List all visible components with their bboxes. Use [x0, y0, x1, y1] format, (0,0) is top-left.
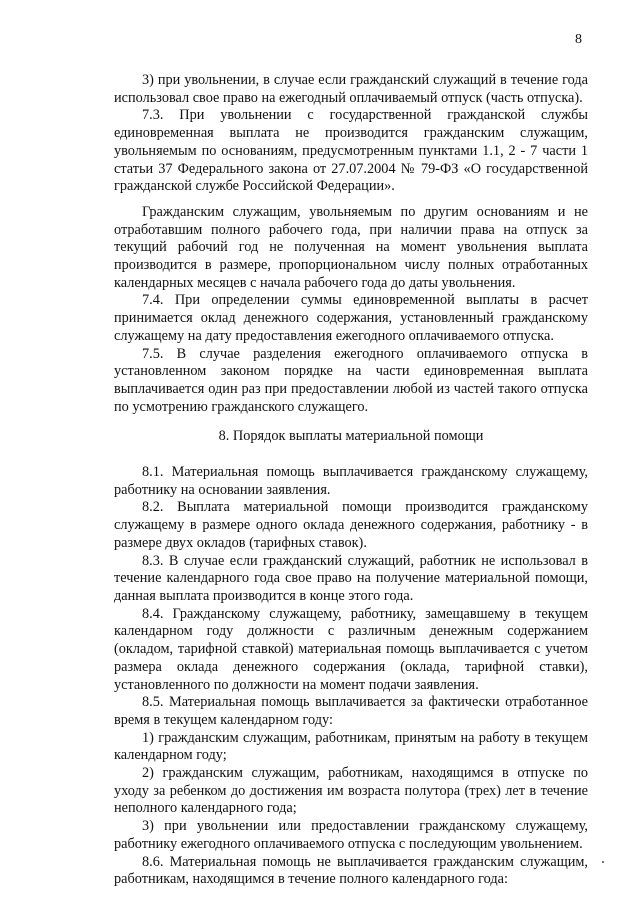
paragraph-7-3-continued: Гражданским служащим, увольняемым по другим основаниям и не отработавшим полного рабочего года, при наличии права на отпуск за текущий рабочий год не полученная на момент увольнения выплата производится в размере, пропорциональном числу полных отработанных календарных месяцев с начала рабочего года до даты увольнения. — [114, 203, 588, 291]
paragraph-8-3: 8.3. В случае если гражданский служащий, работник не использовал в течение календарного года свое право на получение материальной помощи, данная выплата производится в конце этого года. — [114, 552, 588, 604]
section-8-heading: 8. Порядок выплаты материальной помощи — [218, 428, 484, 445]
scan-speck — [602, 861, 604, 863]
document-body — [114, 72, 588, 889]
page-number: 8 — [575, 32, 582, 47]
paragraph-7-3: 7.3. При увольнении с государственной гражданской службы единовременная выплата не производится гражданским служащим, увольняемым по основаниям, предусмотренным пунктами 1.1, 2 - 7 части 1 статьи 37 Федерального закона от 27.07.2004 № 79-ФЗ «О государственной гражданской службе Российской Федерации». — [114, 107, 588, 195]
paragraph-8-5-item-3: 3) при увольнении или предоставлении гражданскому служащему, работнику ежегодного оплачиваемого отпуска с последующим увольнением. — [114, 818, 588, 852]
paragraph-7-5: 7.5. В случае разделения ежегодного оплачиваемого отпуска в установленном законом порядке на части единовременная выплата выплачивается один раз при предоставлении любой из частей такого отпуска по усмотрению гражданского служащего. — [114, 345, 588, 415]
paragraph-8-2: 8.2. Выплата материальной помощи производится гражданскому служащему в размере одного оклада денежного содержания, работнику - в размере двух окладов (тарифных ставок). — [114, 499, 588, 551]
paragraph-8-5: 8.5. Материальная помощь выплачивается за фактически отработанное время в текущем календарном году: — [114, 694, 588, 728]
paragraph-8-5-item-1: 1) гражданским служащим, работникам, принятым на работу в текущем календарном году; — [114, 729, 588, 764]
paragraph-8-4: 8.4. Гражданскому служащему, работнику, замещавшему в текущем календарном году должности с различным денежным содержанием (окладом, тарифной ставкой) материальная помощь выплачивается с учетом размера оклада денежного содержания (оклада, тарифной ставки), установленного по должности на момент подачи заявления. — [114, 605, 588, 693]
paragraph-7-2-item-3: 3) при увольнении, в случае если гражданский служащий в течение года использовал свое право на ежегодный оплачиваемый отпуск (часть отпуска). — [114, 72, 588, 106]
paragraph-8-5-item-2: 2) гражданским служащим, работникам, находящимся в отпуске по уходу за ребенком до достижения им возраста полутора (трех) лет в течение неполного календарного года; — [114, 765, 588, 817]
paragraph-8-1: 8.1. Материальная помощь выплачивается гражданскому служащему, работнику на основании заявления. — [114, 464, 588, 498]
paragraph-8-6: 8.6. Материальная помощь не выплачивается гражданским служащим, работникам, находящимся в течение полного календарного года: — [114, 853, 588, 888]
paragraph-7-4: 7.4. При определении суммы единовременной выплаты в расчет принимается оклад денежного содержания, установленный гражданскому служащему на дату предоставления ежегодного оплачиваемого отпуска. — [114, 292, 588, 344]
